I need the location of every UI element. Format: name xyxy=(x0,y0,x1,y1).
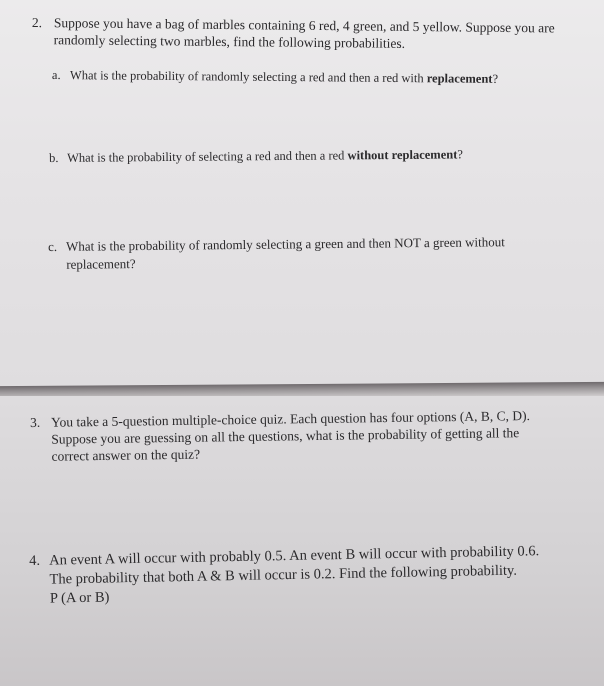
question-2a-end: ? xyxy=(492,71,499,86)
question-2-number: 2. xyxy=(31,14,43,31)
question-3-number: 3. xyxy=(30,414,41,430)
question-2b-label: b. xyxy=(49,150,59,165)
question-2c-label: c. xyxy=(48,238,58,254)
question-2-line-2: randomly selecting two marbles, find the following probabilities. xyxy=(53,32,406,51)
question-2-line-1: Suppose you have a bag of marbles containing 6 red, 4 green, and 5 yellow. Suppose you are xyxy=(53,15,555,36)
question-2b xyxy=(49,145,589,166)
question-2c-line-2: replacement? xyxy=(66,256,136,272)
question-4-number: 4. xyxy=(29,552,41,569)
question-2b-text: What is the probability of selecting a red and then a red xyxy=(67,148,345,165)
question-2a-text: What is the probability of randomly selecting a red and then a red with xyxy=(69,68,424,86)
question-3 xyxy=(30,406,591,465)
question-2c-line-1: What is the probability of randomly selecting a green and then NOT a green without xyxy=(66,234,505,254)
question-2 xyxy=(32,14,592,54)
question-2a xyxy=(52,67,592,88)
question-2b-bold: without replacement xyxy=(347,147,458,163)
question-4-line-2: The probability that both A & B will occur is 0.2. Find the following probability. xyxy=(49,562,518,588)
question-2b-end: ? xyxy=(457,147,463,162)
question-3-line-2: Suppose you are guessing on all the questions, what is the probability of getting all the xyxy=(51,425,520,447)
question-2c xyxy=(48,232,593,274)
question-3-line-3: correct answer on the quiz? xyxy=(51,446,201,464)
question-2a-label: a. xyxy=(51,67,61,83)
question-4 xyxy=(29,541,595,609)
worksheet-page-bottom xyxy=(0,396,604,686)
question-4-line-3: P (A or B) xyxy=(49,589,110,607)
question-3-line-1: You take a 5-question multiple-choice quiz. Each question has four options (A, B, C, D). xyxy=(51,408,531,430)
question-2a-bold: replacement xyxy=(426,71,493,86)
question-4-line-1: An event A will occur with probably 0.5. An event B will occur with probability 0.6. xyxy=(49,543,540,569)
